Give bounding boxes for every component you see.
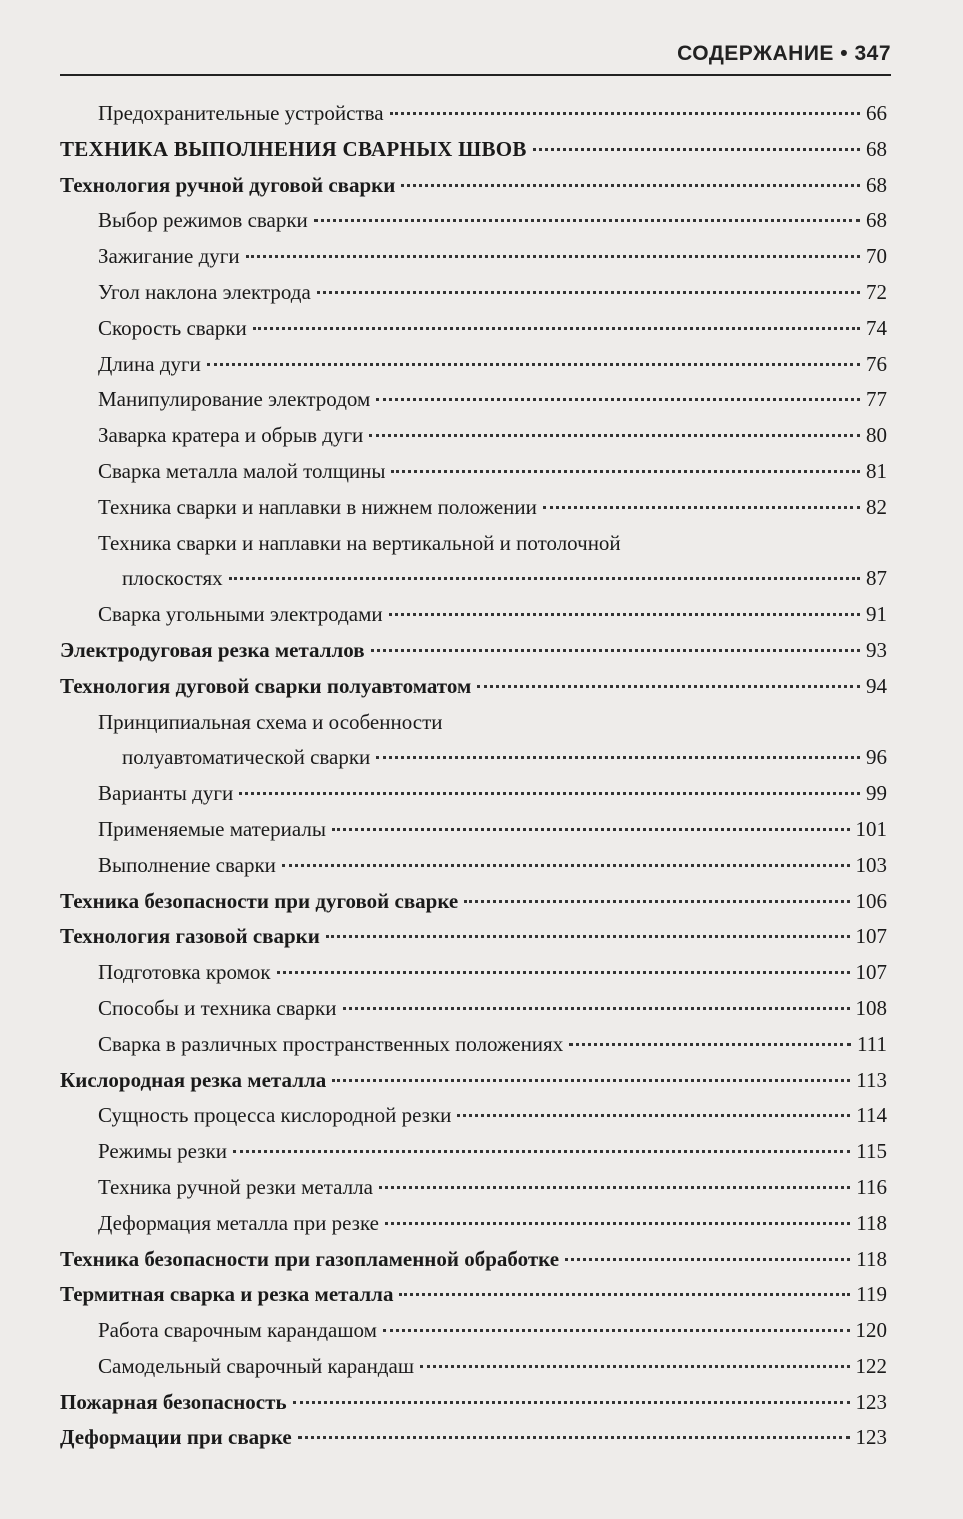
toc-entry — [60, 1385, 887, 1421]
toc-entry — [60, 1313, 887, 1349]
dot-leader — [233, 1149, 850, 1153]
toc-entry — [60, 884, 887, 920]
toc-entry-title: Технология газовой сварки — [60, 924, 320, 949]
toc-entry — [60, 955, 887, 991]
toc-entry-title: Кислородная резка металла — [60, 1067, 327, 1092]
toc-entry — [60, 1063, 887, 1099]
dot-leader — [389, 612, 860, 616]
toc-entry — [60, 168, 887, 204]
toc-entry — [60, 1242, 887, 1278]
dot-leader — [282, 863, 850, 867]
toc-entry — [60, 1420, 887, 1456]
dot-leader — [229, 576, 860, 580]
toc-entry-title: Заварка кратера и обрыв дуги — [98, 423, 364, 448]
toc-page-number: 91 — [866, 602, 887, 627]
dot-leader — [253, 326, 860, 330]
dot-leader — [239, 791, 860, 795]
toc-entry-title: Зажигание дуги — [98, 244, 240, 269]
toc-entry-title: Электродуговая резка металлов — [60, 637, 365, 662]
toc-entry-title: Техника безопасности при газопламенной обработке — [60, 1246, 560, 1271]
toc-page-number: 68 — [866, 172, 887, 197]
toc-entry-title: Техника безопасности при дуговой сварке — [60, 888, 459, 913]
toc-entry-title: Сварка угольными электродами — [98, 602, 383, 627]
toc-entry-title: Способы и техника сварки — [98, 995, 337, 1020]
toc-entry-title: Техника сварки и наплавки на вертикальной и потолочной — [98, 530, 621, 555]
dot-leader — [246, 254, 860, 258]
dot-leader — [277, 970, 850, 974]
toc-entry-title: Самодельный сварочный карандаш — [98, 1353, 414, 1378]
toc-page-number: 87 — [866, 566, 887, 591]
toc-page-number: 107 — [855, 960, 887, 985]
toc-page-number: 72 — [866, 279, 887, 304]
toc-page-number: 77 — [866, 387, 887, 412]
toc-page-number: 111 — [857, 1031, 887, 1056]
toc-entry-title: ТЕХНИКА ВЫПОЛНЕНИЯ СВАРНЫХ ШВОВ — [60, 136, 527, 161]
toc-entry — [60, 347, 887, 383]
dot-leader — [420, 1364, 850, 1368]
toc-page-number: 116 — [856, 1174, 887, 1199]
toc-entry-title: Технология дуговой сварки полуавтоматом — [60, 673, 472, 698]
dot-leader — [376, 397, 860, 401]
toc-entry — [60, 1349, 887, 1385]
table-of-contents — [60, 96, 887, 1456]
toc-entry — [60, 776, 887, 812]
toc-entry — [60, 848, 887, 884]
toc-entry-title: Деформации при сварке — [60, 1425, 292, 1450]
toc-entry-title: Манипулирование электродом — [98, 387, 371, 412]
toc-entry-title: Деформация металла при резке — [98, 1210, 379, 1235]
toc-page-number: 93 — [866, 637, 887, 662]
toc-page-number: 103 — [855, 852, 887, 877]
toc-entry — [60, 239, 887, 275]
toc-entry-title: Подготовка кромок — [98, 960, 271, 985]
toc-page-number: 81 — [866, 458, 887, 483]
dot-leader — [543, 505, 860, 509]
toc-entry-title: Пожарная безопасность — [60, 1389, 287, 1414]
toc-entry — [60, 991, 887, 1027]
toc-entry-title: Сварка в различных пространственных положениях — [98, 1031, 564, 1056]
toc-page-number: 96 — [866, 745, 887, 770]
toc-entry — [60, 418, 887, 454]
toc-page-number: 101 — [855, 816, 887, 841]
dot-leader — [401, 183, 860, 187]
toc-entry — [60, 705, 887, 777]
toc-entry-title-continued: полуавтоматической сварки — [122, 745, 371, 770]
toc-entry-title: Угол наклона электрода — [98, 279, 311, 304]
dot-leader — [379, 1185, 850, 1189]
toc-entry — [60, 275, 887, 311]
toc-entry — [60, 311, 887, 347]
dot-leader — [399, 1292, 850, 1296]
toc-entry — [60, 1098, 887, 1134]
dot-leader — [385, 1221, 850, 1225]
dot-leader — [369, 433, 860, 437]
toc-page-number: 70 — [866, 244, 887, 269]
toc-entry — [60, 132, 887, 168]
header-rule — [60, 74, 891, 76]
toc-entry — [60, 669, 887, 705]
toc-entry-title: Термитная сварка и резка металла — [60, 1282, 394, 1307]
toc-entry — [60, 1170, 887, 1206]
dot-leader — [298, 1435, 850, 1439]
toc-page-number: 115 — [856, 1139, 887, 1164]
dot-leader — [293, 1400, 850, 1404]
toc-entry-title: Режимы резки — [98, 1139, 227, 1164]
dot-leader — [314, 218, 860, 222]
toc-entry — [60, 597, 887, 633]
dot-leader — [376, 755, 860, 759]
dot-leader — [371, 648, 860, 652]
dot-leader — [477, 684, 860, 688]
toc-entry — [60, 1134, 887, 1170]
toc-entry-title: Выбор режимов сварки — [98, 208, 308, 233]
toc-page-number: 76 — [866, 351, 887, 376]
dot-leader — [533, 147, 860, 151]
toc-entry — [60, 203, 887, 239]
dot-leader — [332, 827, 850, 831]
toc-page-number: 118 — [856, 1210, 887, 1235]
dot-leader — [464, 899, 849, 903]
dot-leader — [326, 934, 850, 938]
toc-page-number: 106 — [855, 888, 887, 913]
toc-entry — [60, 1027, 887, 1063]
toc-entry-title: Сварка металла малой толщины — [98, 458, 386, 483]
toc-entry — [60, 812, 887, 848]
toc-page-number: 68 — [866, 136, 887, 161]
dot-leader — [332, 1078, 850, 1082]
toc-entry — [60, 1206, 887, 1242]
dot-leader — [383, 1328, 850, 1332]
toc-entry-title: Предохранительные устройства — [98, 101, 384, 125]
toc-entry — [60, 919, 887, 955]
toc-page-number: 122 — [855, 1353, 887, 1378]
toc-entry — [60, 1277, 887, 1313]
toc-entry-title: Применяемые материалы — [98, 816, 326, 841]
toc-entry — [60, 633, 887, 669]
dot-leader — [565, 1257, 850, 1261]
toc-page-number: 80 — [866, 423, 887, 448]
toc-entry — [60, 490, 887, 526]
toc-entry-title: Работа сварочным карандашом — [98, 1318, 377, 1343]
running-head: СОДЕРЖАНИЕ • 347 — [677, 42, 891, 65]
toc-page-number: 119 — [856, 1282, 887, 1307]
dot-leader — [343, 1006, 850, 1010]
toc-page-number: 68 — [866, 208, 887, 233]
toc-entry-title: Скорость сварки — [98, 315, 247, 340]
toc-entry-title: Принципиальная схема и особенности — [98, 709, 443, 734]
dot-leader — [457, 1113, 850, 1117]
toc-entry-title: Длина дуги — [98, 351, 201, 376]
dot-leader — [390, 111, 860, 115]
dot-leader — [317, 290, 860, 294]
toc-entry — [60, 526, 887, 598]
toc-page-number: 114 — [856, 1103, 887, 1128]
toc-page-number: 123 — [855, 1425, 887, 1450]
toc-entry-title: Варианты дуги — [98, 781, 234, 806]
toc-entry — [60, 454, 887, 490]
toc-entry-title: Сущность процесса кислородной резки — [98, 1103, 452, 1128]
toc-page-number: 107 — [855, 924, 887, 949]
toc-page-number: 113 — [856, 1067, 887, 1092]
toc-entry-title-continued: плоскостях — [122, 566, 223, 591]
toc-page-number: 82 — [866, 494, 887, 519]
dot-leader — [569, 1042, 851, 1046]
toc-entry-title: Выполнение сварки — [98, 852, 276, 877]
dot-leader — [391, 469, 860, 473]
toc-page-number: 120 — [855, 1318, 887, 1343]
toc-page-number: 118 — [856, 1246, 887, 1271]
toc-page-number: 123 — [855, 1389, 887, 1414]
dot-leader — [207, 362, 860, 366]
toc-page-number: 74 — [866, 315, 887, 340]
toc-entry — [60, 382, 887, 418]
toc-page-number: 94 — [866, 673, 887, 698]
toc-page-number: 108 — [855, 995, 887, 1020]
toc-entry-title: Технология ручной дуговой сварки — [60, 172, 396, 197]
toc-entry-title: Техника ручной резки металла — [98, 1174, 373, 1199]
toc-page-number: 99 — [866, 781, 887, 806]
toc-entry-title: Техника сварки и наплавки в нижнем положении — [98, 494, 537, 519]
toc-page-number: 66 — [866, 101, 887, 125]
toc-entry — [60, 96, 887, 132]
